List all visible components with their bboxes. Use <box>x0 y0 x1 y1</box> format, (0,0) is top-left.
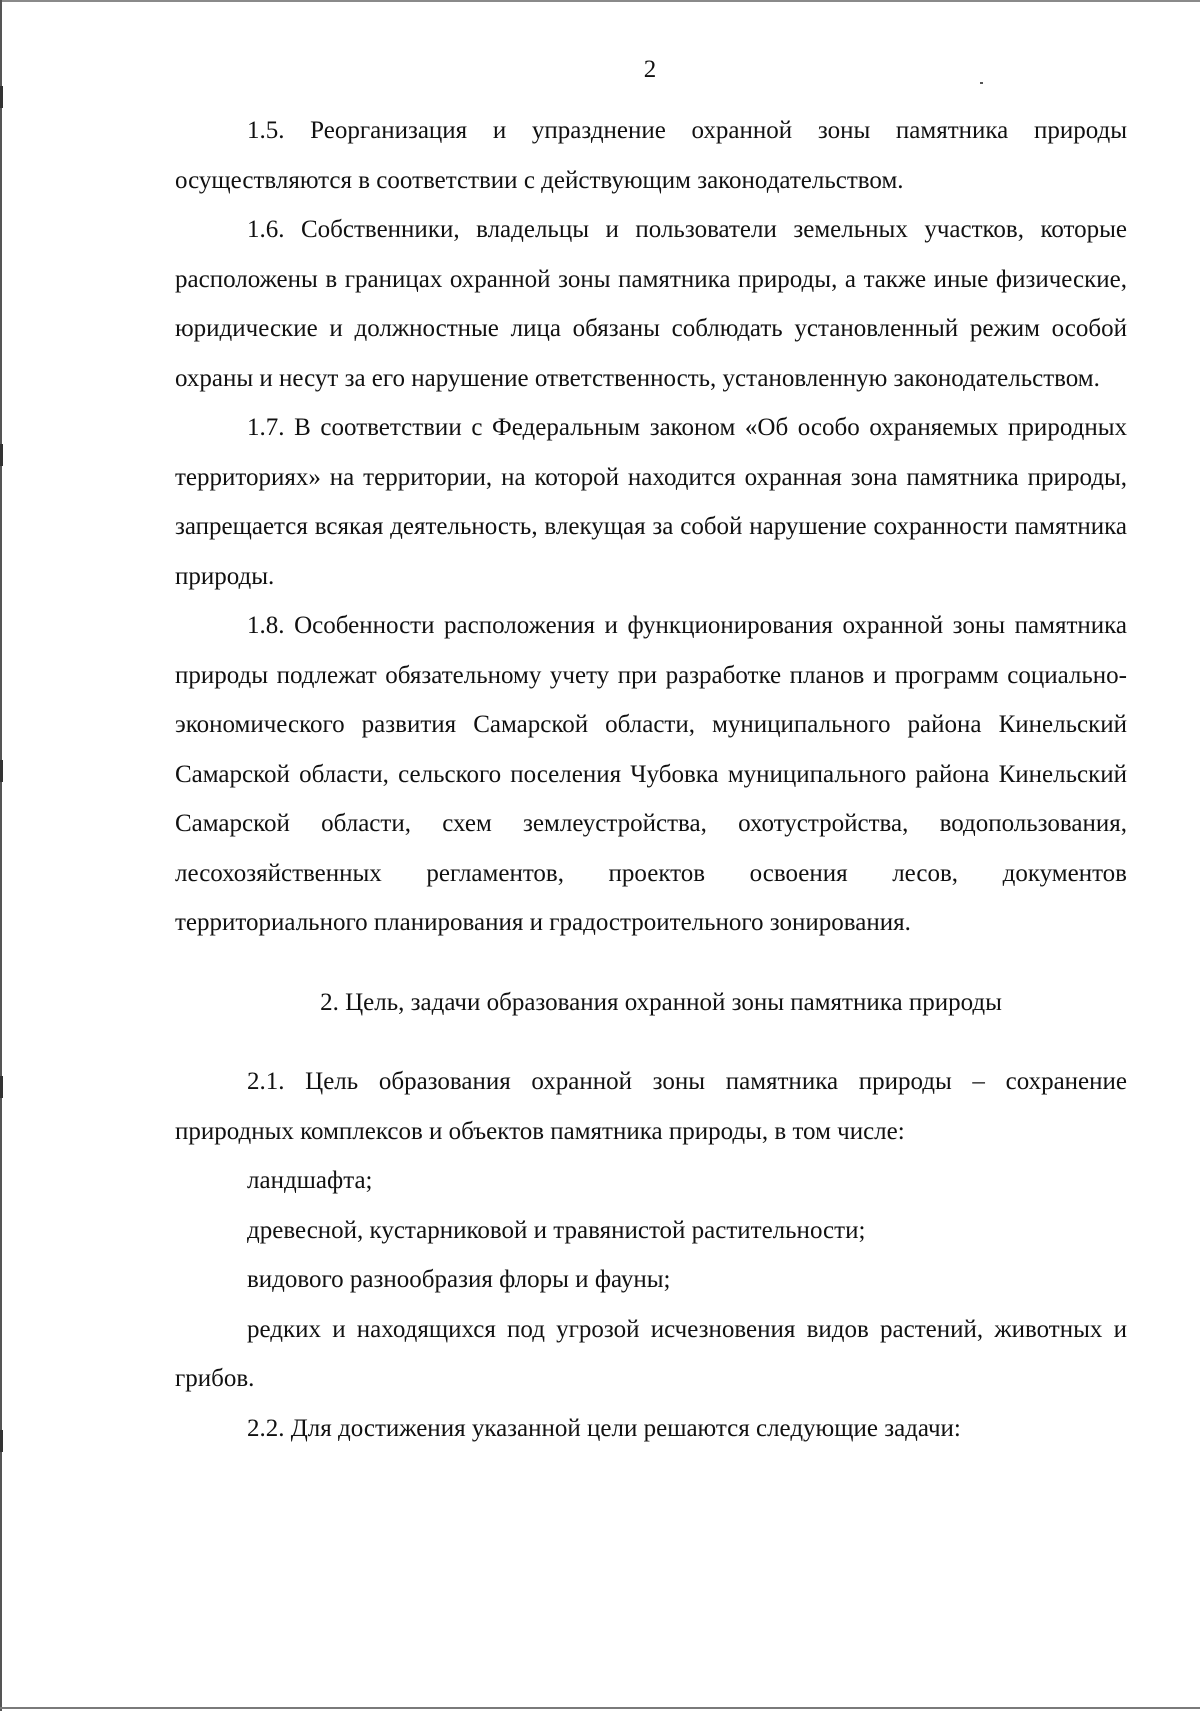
paragraph-2-1: 2.1. Цель образования охранной зоны памятника природы – сохранение природных комплексов и объектов памятника природы, в том числе: <box>175 1068 1127 1145</box>
scan-margin-mark <box>0 1076 3 1098</box>
list-item-vegetation: древесной, кустарниковой и травянистой растительности; <box>247 1216 866 1244</box>
paragraph-2-2: 2.2. Для достижения указанной цели решаются следующие задачи: <box>247 1414 961 1442</box>
scan-left-edge <box>0 0 2 1711</box>
scan-top-edge <box>0 0 1200 2</box>
scan-margin-mark <box>0 1430 3 1452</box>
list-item-biodiversity: видового разнообразия флоры и фауны; <box>247 1266 671 1293</box>
list-item-rare-species: редких и находящихся под угрозой исчезновения видов растений, животных и грибов. <box>175 1315 1127 1392</box>
page-number: 2 <box>643 56 657 83</box>
section-2-heading: 2. Цель, задачи образования охранной зоны памятника природы <box>320 988 1002 1016</box>
paragraph-1-7: 1.7. В соответствии с Федеральным законом «Об особо охраняемых природных территориях» на территории, на которой находится охранная зона памятника природы, запрещается всякая деятельность, влекущая за собой нарушение сохранности памятника природы. <box>175 414 1127 590</box>
paragraph-1-6: 1.6. Собственники, владельцы и пользователи земельных участков, которые расположены в границах охранной зоны памятника природы, а также иные физические, юридические и должностные лица обязаны соблюдать установленный режим особой охраны и несут за его нарушение ответственность, установленную законодательством. <box>175 216 1127 392</box>
paragraph-1-8: 1.8. Особенности расположения и функционирования охранной зоны памятника природы подлежат обязательному учету при разработке планов и программ социально-экономического развития Самарской области, муниципального района Кинельский Самарской области, сельского поселения Чубовка муниципального района Кинельский Самарской области, схем землеустройства, охотустройства, водопользования, лесохозяйственных регламентов, проектов освоения лесов, документов территориального планирования и градостроительного зонирования. <box>175 612 1127 936</box>
scan-bottom-edge <box>0 1707 1200 1709</box>
paragraph-1-5: 1.5. Реорганизация и упразднение охранной зоны памятника природы осуществляются в соответствии с действующим законодательством. <box>175 117 1127 194</box>
scan-margin-mark <box>0 86 3 108</box>
scan-margin-mark <box>0 760 3 782</box>
list-item-landscape: ландшафта; <box>247 1167 373 1194</box>
scan-margin-mark <box>0 444 3 466</box>
document-body <box>175 106 1127 1453</box>
